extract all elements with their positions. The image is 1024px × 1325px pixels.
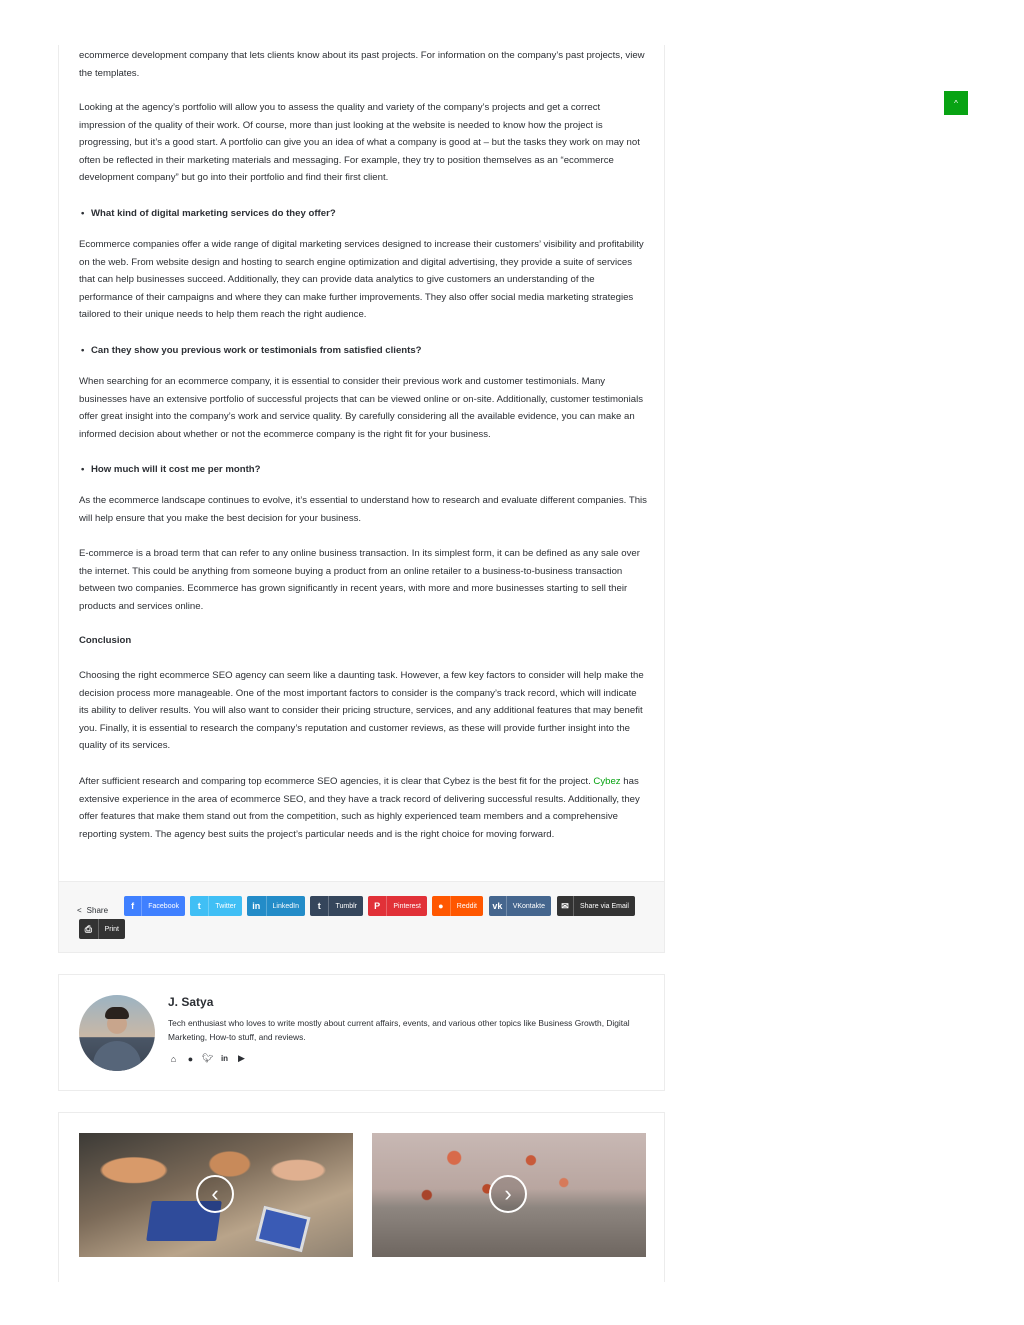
share-button-label: Twitter — [215, 902, 236, 910]
share-label — [77, 899, 108, 921]
chevron-right-icon[interactable]: › — [489, 1175, 527, 1213]
paragraph: Ecommerce companies offer a wide range of digital marketing services designed to increase their customers’ visibility and profitability on the web. From website design and hosting to search engine optimization and digital advertising, they provide a suite of services that can help businesses succeed. Additionally, they can provide data analytics to give customers an understanding of the performance of their campaigns and where they can make further improvements. They also offer social media marketing strategies tailored to their unique needs to help them reach the right audience. — [79, 239, 644, 321]
paragraph: Choosing the right ecommerce SEO agency can seem like a daunting task. However, a few key factors to consider will help make the decision process more manageable. One of the most important factors to consider is the company’s track record, which will indicate its ability to deliver results. You will also want to consider their pricing structure, services, and any additional features that may benefit you. Finally, it is essential to research the company’s reputation and customer reviews, as these will provide further insight into the quality of its services. — [79, 670, 644, 752]
linkedin-icon: in — [247, 896, 267, 916]
share-bar — [59, 881, 664, 952]
conclusion-heading: Conclusion — [79, 635, 132, 646]
avatar[interactable] — [79, 995, 155, 1071]
print-share-button[interactable] — [79, 919, 125, 939]
share-button-label: Print — [104, 925, 119, 933]
twitter-icon[interactable]: 🐦︎ — [201, 1053, 214, 1063]
related-posts — [58, 1112, 665, 1282]
share-button-label: VKontakte — [512, 902, 545, 910]
reddit-share-button[interactable] — [432, 896, 483, 916]
reddit-icon: ● — [432, 896, 451, 916]
paragraph: When searching for an ecommerce company, it is essential to consider their previous work and customer testimonials. Many businesses have an extensive portfolio of successful projects that can be viewed online or on-site. Additionally, customer testimonials offer great insight into the company’s work and service quality. By carefully considering all the available evidence, you can make an informed decision about whether or not the ecommerce company is the right fit for your business. — [79, 376, 644, 440]
share-button-label: Share via Email — [579, 902, 629, 910]
go-to-top-button[interactable] — [944, 91, 968, 115]
youtube-icon[interactable]: ▶ — [238, 1053, 245, 1063]
share-button-label: Reddit — [456, 902, 477, 910]
facebook-icon: f — [124, 896, 142, 916]
home-icon[interactable]: ⌂ — [170, 1053, 177, 1064]
vkontakte-share-button[interactable] — [489, 896, 551, 916]
list-item: • Can they show you previous work or testimonials from satisfied clients? — [91, 342, 422, 360]
pinterest-share-button[interactable] — [368, 896, 427, 916]
twitter-icon: t — [190, 896, 209, 916]
share-via-email-share-button[interactable] — [557, 896, 635, 916]
author-social-links — [168, 1053, 247, 1064]
vk-icon: vk — [489, 896, 507, 916]
pinterest-icon: P — [368, 896, 387, 916]
author-name[interactable]: J. Satya — [168, 995, 214, 1009]
facebook-share-button[interactable] — [124, 896, 185, 916]
author-box — [58, 974, 665, 1091]
paragraph-text: After sufficient research and comparing top ecommerce SEO agencies, it is clear that Cybez is the best fit for the project. — [79, 776, 591, 787]
paragraph — [79, 773, 647, 843]
tumblr-icon: t — [310, 896, 329, 916]
article-body — [58, 45, 665, 953]
author-bio: Tech enthusiast who loves to write mostly about current affairs, events, and various other topics like Business Growth, Digital Marketing, How-to stuff, and reviews. — [168, 1018, 630, 1042]
paragraph: Looking at the agency’s portfolio will allow you to assess the quality and variety of the company’s projects and get a correct impression of the quality of their work. Of course, more than just looking at the website is needed to know how the project is progressing, but it’s a good start. A portfolio can give you an idea of what a company is good at – but the tasks they work on may not often be reflected in their marketing materials and messaging. For example, they try to position themselves as an “ecommerce development company” but go into their portfolio and find their first client. — [79, 102, 640, 184]
paragraph-text: has extensive experience in the area of ecommerce SEO, and they have a track record of delivering successful results. Additionally, they offer features that make them stand out from the competition, such as highly experienced team members and a comprehensive reporting system. The agency best suits the project’s particular needs and is the right choice for moving forward. — [79, 776, 640, 840]
list-item: • What kind of digital marketing services do they offer? — [91, 205, 336, 223]
related-post-thumbnail[interactable] — [79, 1133, 353, 1257]
paragraph: As the ecommerce landscape continues to evolve, it’s essential to understand how to research and evaluate different companies. This will help ensure that you make the best decision for your business. — [79, 495, 647, 524]
share-button-label: Facebook — [148, 902, 179, 910]
facebook-icon[interactable]: ● — [187, 1053, 194, 1064]
related-post-thumbnail[interactable] — [372, 1133, 646, 1257]
tumblr-share-button[interactable] — [310, 896, 363, 916]
share-button-label: Tumblr — [335, 902, 357, 910]
chevron-up-icon: ^ — [954, 98, 958, 108]
cybez-link[interactable]: Cybez — [593, 776, 621, 787]
share-icon: < — [77, 905, 82, 915]
linkedin-icon[interactable]: in — [220, 1054, 229, 1063]
print-icon: ⎙ — [79, 919, 99, 939]
email-icon: ✉ — [557, 896, 574, 916]
list-item: • How much will it cost me per month? — [91, 461, 261, 479]
paragraph: ecommerce development company that lets clients know about its past projects. For information on the company’s past projects, view the templates. — [79, 50, 645, 79]
paragraph: E-commerce is a broad term that can refer to any online business transaction. In its simplest form, it can be defined as any sale over the internet. This could be anything from someone buying a product from an online retailer to a business-to-business transaction between two companies. Ecommerce has grown significantly in recent years, with more and more businesses starting to sell their products and services online. — [79, 548, 640, 612]
share-label-text: Share — [86, 905, 109, 915]
chevron-left-icon[interactable]: ‹ — [196, 1175, 234, 1213]
twitter-share-button[interactable] — [190, 896, 242, 916]
share-button-label: LinkedIn — [272, 902, 299, 910]
linkedin-share-button[interactable] — [247, 896, 305, 916]
share-button-label: Pinterest — [393, 902, 421, 910]
